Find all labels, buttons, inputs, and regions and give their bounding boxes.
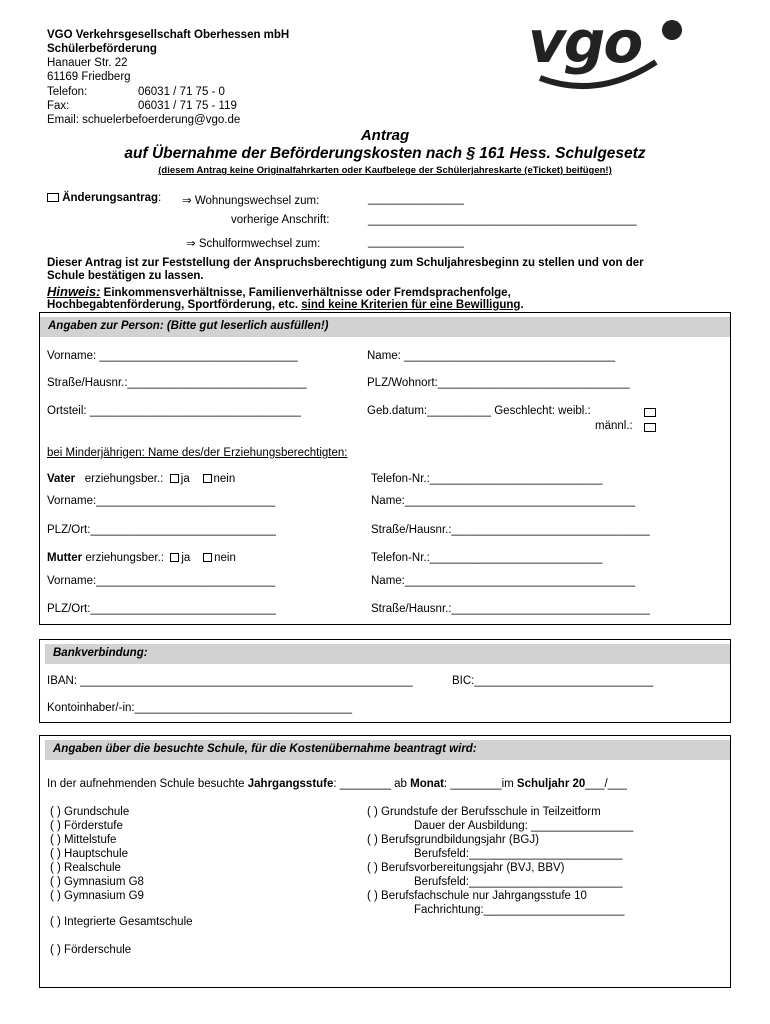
logo-text: vgo: [528, 8, 642, 76]
person-heading: Angaben zur Person: (Bitte gut leserlich ausfüllen!): [40, 317, 730, 337]
street: Hanauer Str. 22: [47, 57, 128, 69]
mother-yes-checkbox[interactable]: [170, 553, 179, 562]
father-phone-field[interactable]: Telefon-Nr.:___________________________: [371, 473, 603, 485]
male-label: männl.:: [595, 420, 633, 432]
company-name: VGO Verkehrsgesellschaft Oberhessen mbH: [47, 29, 290, 41]
mother-yes-label: ja: [181, 552, 191, 564]
mother-label: Mutter: [47, 552, 83, 564]
school-type-list-left: [50, 805, 144, 903]
father-no-label: nein: [213, 473, 236, 485]
bgj-field-field[interactable]: Berufsfeld:________________________: [414, 848, 623, 860]
plz-wohnort-field[interactable]: PLZ/Wohnort:______________________________: [367, 377, 630, 389]
email: Email: schuelerbefoerderung@vgo.de: [47, 114, 241, 126]
father-guardian-label: erziehungsber.:: [84, 473, 164, 485]
mother-no-checkbox[interactable]: [203, 553, 212, 562]
logo-swoosh-icon: [528, 14, 698, 94]
mother-name-field[interactable]: Name:____________________________________: [371, 575, 636, 587]
school-type-list-right: [367, 805, 633, 917]
hint-text-2c: .: [520, 299, 524, 311]
option-integrierte-gesamtschule[interactable]: ( ) Integrierte Gesamtschule: [50, 916, 193, 928]
intro-month-field[interactable]: : ________im: [444, 778, 517, 790]
school-heading: Angaben über die besuchte Schule, für die Kostenübernahme beantragt wird:: [45, 740, 730, 760]
bvj-field-field[interactable]: Berufsfeld:________________________: [414, 876, 623, 888]
option-berufsfachschule[interactable]: ( ) Berufsfachschule nur Jahrgangsstufe 10: [367, 890, 587, 902]
option-realschule[interactable]: ( ) Realschule: [50, 862, 121, 874]
phone-label: Telefon:: [47, 86, 88, 98]
title-note: (diesem Antrag keine Originalfahrkarten oder Kaufbelege der Schülerjahreskarte (eTicket) beifügen!): [158, 165, 612, 176]
father-row: [47, 473, 235, 485]
school-change-label: ⇒ Schulformwechsel zum:: [186, 238, 321, 250]
father-yes-checkbox[interactable]: [170, 474, 179, 483]
mother-guardian-label: erziehungsber.:: [85, 552, 164, 564]
father-vorname-field[interactable]: Vorname:____________________________: [47, 495, 276, 507]
father-name-field[interactable]: Name:____________________________________: [371, 495, 636, 507]
option-gymnasium-g9[interactable]: ( ) Gymnasium G9: [50, 890, 144, 902]
move-date-field[interactable]: _______________: [368, 193, 464, 205]
mother-plz-field[interactable]: PLZ/Ort:_____________________________: [47, 603, 276, 615]
guardian-heading: bei Minderjährigen: Name des/der Erziehungsberechtigten:: [47, 447, 348, 459]
hint-text-1: Einkommensverhältnisse, Familienverhältnisse oder Fremdsprachenfolge,: [100, 287, 511, 299]
phone-number: 06031 / 71 75 - 0: [138, 86, 225, 98]
strasse-field[interactable]: Straße/Hausnr.:____________________________: [47, 377, 307, 389]
school-intro: [47, 778, 627, 790]
intro-year-field[interactable]: ___/___: [585, 778, 627, 790]
father-no-checkbox[interactable]: [203, 474, 212, 483]
city: 61169 Friedberg: [47, 71, 131, 83]
option-mittelstufe[interactable]: ( ) Mittelstufe: [50, 834, 117, 846]
female-checkbox[interactable]: [644, 408, 656, 417]
father-plz-field[interactable]: PLZ/Ort:_____________________________: [47, 524, 276, 536]
fax-label: Fax:: [47, 100, 70, 112]
name-field[interactable]: Name: _________________________________: [367, 350, 616, 362]
intro-month-label: Monat: [410, 778, 445, 790]
vorname-field[interactable]: Vorname: _______________________________: [47, 350, 298, 362]
mother-row: [47, 552, 236, 564]
specialization-field[interactable]: Fachrichtung:______________________: [414, 904, 625, 916]
fax-number: 06031 / 71 75 - 119: [138, 100, 237, 112]
option-hauptschule[interactable]: ( ) Hauptschule: [50, 848, 128, 860]
previous-address-field[interactable]: __________________________________________: [368, 214, 637, 226]
training-duration-field[interactable]: Dauer der Ausbildung: ________________: [414, 820, 634, 832]
mother-no-label: nein: [214, 552, 236, 564]
hint-text-2b: sind keine Kriterien für eine Bewilligung: [301, 299, 521, 311]
intro-year-label: Schuljahr 20: [516, 778, 586, 790]
mother-strasse-field[interactable]: Straße/Hausnr.:_______________________________: [371, 603, 650, 615]
option-grundschule[interactable]: ( ) Grundschule: [50, 806, 130, 818]
vgo-logo: [528, 8, 698, 94]
change-request-colon: :: [158, 192, 162, 204]
option-bgj[interactable]: ( ) Berufsgrundbildungsjahr (BGJ): [367, 834, 539, 846]
father-label: Vater: [47, 473, 76, 485]
option-bvj[interactable]: ( ) Berufsvorbereitungsjahr (BVJ, BBV): [367, 862, 565, 874]
mother-vorname-field[interactable]: Vorname:____________________________: [47, 575, 276, 587]
hint-line-2: [47, 299, 524, 311]
father-strasse-field[interactable]: Straße/Hausnr.:_______________________________: [371, 524, 650, 536]
mother-phone-field[interactable]: Telefon-Nr.:___________________________: [371, 552, 603, 564]
option-foerderstufe[interactable]: ( ) Förderstufe: [50, 820, 123, 832]
school-change-field[interactable]: _______________: [368, 236, 464, 248]
hint-text-2a: Hochbegabtenförderung, Sportförderung, etc.: [47, 299, 302, 311]
option-gymnasium-g8[interactable]: ( ) Gymnasium G8: [50, 876, 144, 888]
bank-heading: Bankverbindung:: [45, 644, 730, 664]
hint-line-1: [47, 284, 511, 299]
option-foerderschule[interactable]: ( ) Förderschule: [50, 944, 132, 956]
intro-grade-label: Jahrgangsstufe: [247, 778, 334, 790]
info-line-2: Schule bestätigen zu lassen.: [47, 270, 204, 282]
previous-address-label: vorherige Anschrift:: [231, 214, 330, 226]
title-subject: auf Übernahme der Beförderungskosten nach § 161 Hess. Schulgesetz: [124, 145, 646, 162]
department-name: Schülerbeförderung: [47, 43, 157, 55]
bic-field[interactable]: BIC:____________________________: [452, 675, 654, 687]
account-holder-field[interactable]: Kontoinhaber/-in:__________________________________: [47, 702, 353, 714]
change-request-label: Änderungsantrag: [62, 192, 159, 204]
change-request-row: [47, 192, 161, 204]
iban-field[interactable]: IBAN: ____________________________________________________: [47, 675, 413, 687]
father-yes-label: ja: [180, 473, 190, 485]
geburtsdatum-field[interactable]: Geb.datum:__________ Geschlecht: weibl.:: [367, 405, 591, 417]
change-request-checkbox[interactable]: [47, 193, 59, 202]
ortsteil-field[interactable]: Ortsteil: _________________________________: [47, 405, 301, 417]
title-antrag: Antrag: [360, 127, 410, 144]
info-line-1: Dieser Antrag ist zur Feststellung der Anspruchsberechtigung zum Schuljahresbeginn zu stellen und von der: [47, 257, 644, 269]
intro-grade-field[interactable]: : ________ ab: [333, 778, 411, 790]
male-checkbox[interactable]: [644, 423, 656, 432]
move-label: ⇒ Wohnungswechsel zum:: [182, 195, 320, 207]
intro-text: In der aufnehmenden Schule besuchte: [47, 778, 248, 790]
hint-label: Hinweis:: [47, 284, 101, 299]
option-berufsschule-teilzeit[interactable]: ( ) Grundstufe der Berufsschule in Teilzeitform: [367, 806, 601, 818]
